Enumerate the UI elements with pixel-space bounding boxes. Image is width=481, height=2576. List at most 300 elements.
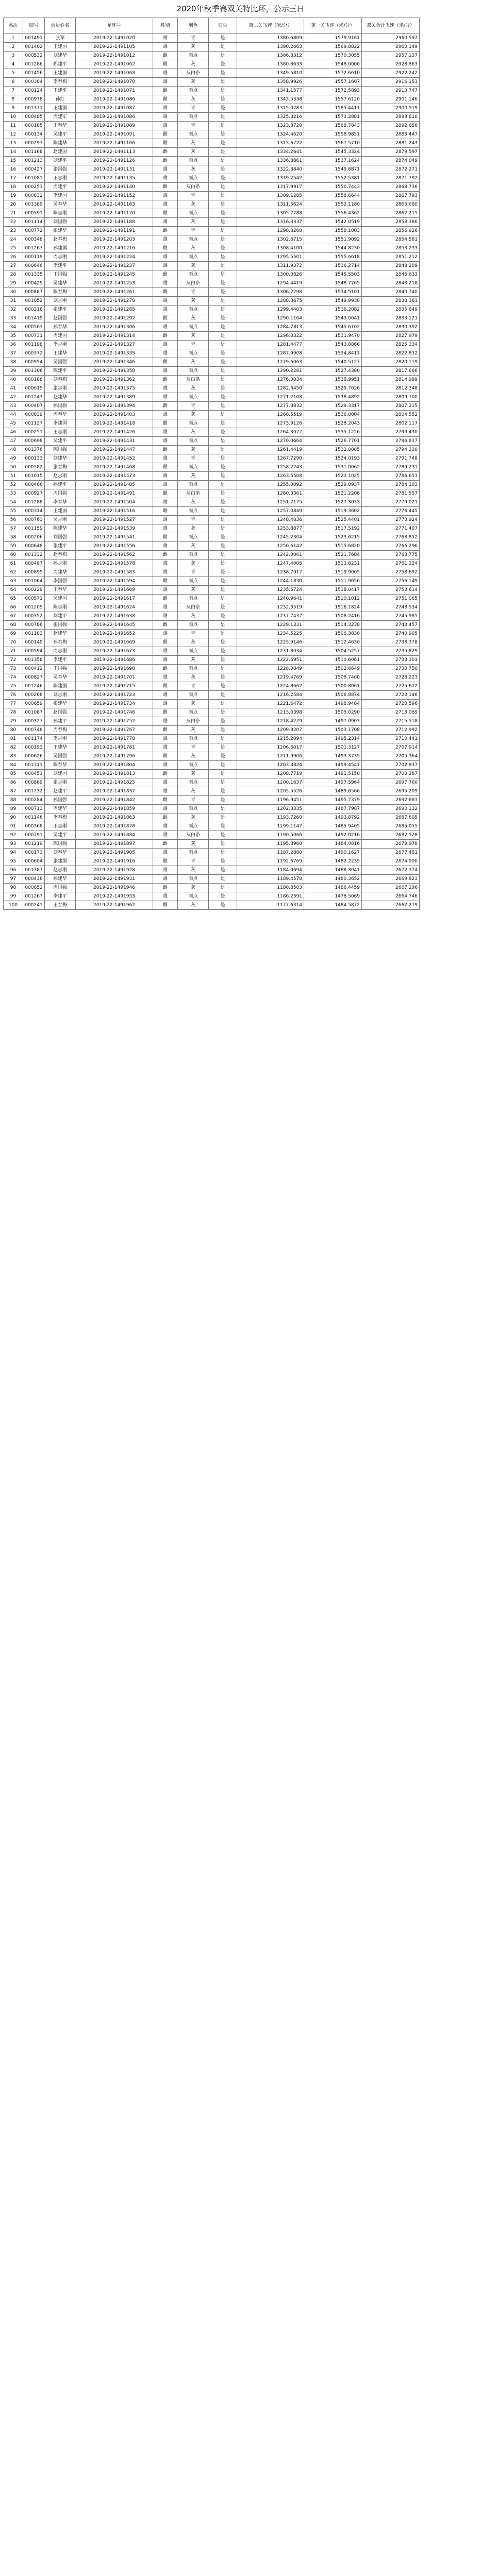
cell-foot-number: 001387 (23, 866, 45, 875)
table-row (4, 69, 478, 78)
cell-speed-1: 1545.6102 (304, 323, 362, 332)
cell-sex: 雄 (153, 656, 178, 665)
cell-speed-2: 1299.4403 (237, 306, 304, 314)
cell-ring-number: 2019-22-1491191 (76, 227, 153, 235)
cell-sex: 雌 (153, 577, 178, 586)
cell-sex: 雌 (153, 148, 178, 157)
cell-total: 2858.386 (362, 218, 420, 227)
cell-member-name: 陈建华 (45, 139, 76, 148)
cell-speed-1: 1480.3652 (304, 875, 362, 884)
cell-ring-number: 2019-22-1491842 (76, 796, 153, 805)
cell-speed-1: 1519.3602 (304, 507, 362, 516)
cell-color: 雨点 (178, 761, 209, 770)
cell-total: 2881.243 (362, 139, 420, 148)
cell-rank: 41 (4, 384, 23, 393)
cell-total: 2898.610 (362, 113, 420, 122)
cell-rank: 93 (4, 840, 23, 849)
cell-color: 青 (178, 857, 209, 866)
cell-homing: 是 (209, 796, 237, 805)
cell-total: 2725.672 (362, 682, 420, 691)
cell-total: 2710.441 (362, 735, 420, 743)
cell-color: 雨点 (178, 174, 209, 183)
cell-member-name: 赵建国 (45, 148, 76, 157)
cell-member-name: 刘建国 (45, 770, 76, 778)
cell-ring-number: 2019-22-1491837 (76, 787, 153, 796)
cell-speed-2: 1238.7917 (237, 568, 304, 577)
cell-speed-1: 1572.5893 (304, 87, 362, 95)
table-row (4, 288, 478, 297)
table-row (4, 437, 478, 446)
cell-homing: 是 (209, 761, 237, 770)
cell-foot-number: 001015 (23, 472, 45, 481)
cell-rank: 19 (4, 192, 23, 200)
cell-color: 灰 (178, 673, 209, 682)
table-row (4, 454, 478, 463)
cell-member-name: 赵国强 (45, 314, 76, 323)
cell-foot-number: 001267 (23, 892, 45, 901)
cell-speed-1: 1485.9405 (304, 822, 362, 831)
cell-homing: 是 (209, 735, 237, 743)
cell-total: 2791.748 (362, 454, 420, 463)
cell-rank: 1 (4, 34, 23, 43)
cell-rank: 4 (4, 60, 23, 69)
cell-rank: 55 (4, 507, 23, 516)
cell-color: 灰 (178, 840, 209, 849)
cell-rank: 89 (4, 805, 23, 814)
cell-member-name: 吴春华 (45, 673, 76, 682)
cell-member-name: 周国强 (45, 884, 76, 892)
cell-member-name: 陈建平 (45, 367, 76, 376)
cell-homing: 是 (209, 279, 237, 288)
cell-color: 雨点 (178, 270, 209, 279)
cell-color: 灰 (178, 244, 209, 253)
header-row (4, 18, 478, 34)
cell-total: 2738.378 (362, 638, 420, 647)
cell-member-name: 孙红 (45, 95, 76, 104)
cell-homing: 是 (209, 691, 237, 700)
cell-rank: 56 (4, 516, 23, 524)
table-row (4, 796, 478, 805)
cell-speed-2: 1290.2281 (237, 367, 304, 376)
cell-homing: 是 (209, 332, 237, 341)
cell-sex: 雌 (153, 95, 178, 104)
cell-member-name: 孙建华 (45, 875, 76, 884)
cell-rank: 21 (4, 209, 23, 218)
cell-sex: 雄 (153, 104, 178, 113)
cell-total: 2838.361 (362, 297, 420, 306)
cell-speed-1: 1524.0193 (304, 454, 362, 463)
cell-speed-1: 1543.0041 (304, 314, 362, 323)
cell-ring-number: 2019-22-1491863 (76, 814, 153, 822)
table-row (4, 884, 478, 892)
table-row (4, 612, 478, 621)
cell-speed-1: 1501.3127 (304, 743, 362, 752)
cell-color: 雨点 (178, 87, 209, 95)
table-row (4, 113, 478, 122)
cell-speed-2: 1324.4620 (237, 130, 304, 139)
table-row (4, 778, 478, 787)
cell-speed-1: 1544.8230 (304, 244, 362, 253)
cell-member-name: 王志刚 (45, 428, 76, 437)
cell-speed-1: 1519.9005 (304, 568, 362, 577)
cell-total: 2781.557 (362, 489, 420, 498)
table-row (4, 481, 478, 489)
cell-color: 雨点 (178, 235, 209, 244)
cell-foot-number: 000284 (23, 796, 45, 805)
cell-total: 2802.117 (362, 419, 420, 428)
cell-homing: 是 (209, 822, 237, 831)
cell-ring-number: 2019-22-1491698 (76, 665, 153, 673)
cell-color: 灰 (178, 148, 209, 157)
cell-rank: 32 (4, 306, 23, 314)
table-row (4, 262, 478, 270)
cell-homing: 是 (209, 603, 237, 612)
cell-ring-number: 2019-22-1491701 (76, 673, 153, 682)
table-row (4, 805, 478, 814)
cell-ring-number: 2019-22-1491237 (76, 262, 153, 270)
cell-homing: 是 (209, 849, 237, 857)
cell-member-name: 赵建平 (45, 787, 76, 796)
cell-ring-number: 2019-22-1491403 (76, 411, 153, 419)
cell-speed-2: 1323.8720 (237, 122, 304, 130)
cell-rank: 87 (4, 787, 23, 796)
cell-foot-number: 001332 (23, 551, 45, 560)
cell-total: 2733.301 (362, 656, 420, 665)
cell-speed-1: 1495.7379 (304, 796, 362, 805)
cell-rank: 22 (4, 218, 23, 227)
cell-color: 灰 (178, 262, 209, 270)
cell-sex: 雄 (153, 787, 178, 796)
cell-speed-2: 1235.5724 (237, 586, 304, 595)
cell-member-name: 李建国 (45, 192, 76, 200)
cell-sex: 雄 (153, 778, 178, 787)
cell-homing: 是 (209, 200, 237, 209)
cell-member-name: 刘志刚 (45, 691, 76, 700)
cell-member-name: 张建平 (45, 306, 76, 314)
table-row (4, 314, 478, 323)
cell-speed-1: 1556.4362 (304, 209, 362, 218)
cell-color: 雨点 (178, 577, 209, 586)
cell-rank: 30 (4, 288, 23, 297)
cell-foot-number: 001174 (23, 735, 45, 743)
cell-speed-1: 1503.1708 (304, 726, 362, 735)
cell-ring-number: 2019-22-1491562 (76, 551, 153, 560)
cell-foot-number: 001183 (23, 630, 45, 638)
cell-rank: 52 (4, 481, 23, 489)
cell-total: 2667.296 (362, 884, 420, 892)
cell-speed-2: 1232.3519 (237, 603, 304, 612)
cell-speed-1: 1531.9470 (304, 332, 362, 341)
cell-member-name: 陈春华 (45, 761, 76, 770)
table-row (4, 857, 478, 866)
cell-color: 雨点 (178, 551, 209, 560)
cell-rank: 38 (4, 358, 23, 367)
cell-foot-number: 000133 (23, 454, 45, 463)
cell-ring-number: 2019-22-1491767 (76, 726, 153, 735)
cell-speed-1: 1543.8866 (304, 341, 362, 349)
cell-speed-2: 1281.4477 (237, 341, 304, 349)
cell-ring-number: 2019-22-1491163 (76, 200, 153, 209)
cell-sex: 雄 (153, 866, 178, 875)
cell-speed-2: 1250.6142 (237, 542, 304, 551)
cell-sex: 雄 (153, 735, 178, 743)
cell-total: 2863.680 (362, 200, 420, 209)
cell-sex: 雄 (153, 349, 178, 358)
cell-rank: 74 (4, 673, 23, 682)
cell-speed-1: 1540.5127 (304, 358, 362, 367)
cell-sex: 雄 (153, 218, 178, 227)
table-row (4, 139, 478, 148)
cell-member-name: 王建华 (45, 743, 76, 752)
cell-member-name: 李建平 (45, 656, 76, 665)
cell-foot-number: 001306 (23, 367, 45, 376)
cell-color: 青 (178, 743, 209, 752)
cell-ring-number: 2019-22-1491962 (76, 901, 153, 910)
cell-member-name: 周国强 (45, 489, 76, 498)
cell-foot-number: 000352 (23, 612, 45, 621)
cell-ring-number: 2019-22-1491216 (76, 244, 153, 253)
cell-rank: 65 (4, 595, 23, 603)
cell-homing: 是 (209, 805, 237, 814)
cell-member-name: 吴国强 (45, 358, 76, 367)
table-row (4, 849, 478, 857)
cell-speed-1: 1535.1226 (304, 428, 362, 437)
cell-foot-number: 001402 (23, 43, 45, 52)
cell-total: 2677.451 (362, 849, 420, 857)
cell-sex: 雄 (153, 165, 178, 174)
cell-foot-number: 000297 (23, 139, 45, 148)
cell-total: 2695.209 (362, 787, 420, 796)
cell-rank: 67 (4, 612, 23, 621)
cell-speed-2: 1221.6472 (237, 700, 304, 708)
cell-homing: 是 (209, 708, 237, 717)
cell-total: 2748.534 (362, 603, 420, 612)
cell-member-name: 刘建华 (45, 454, 76, 463)
cell-foot-number: 000563 (23, 323, 45, 332)
cell-foot-number: 000791 (23, 831, 45, 840)
cell-foot-number: 000887 (23, 288, 45, 297)
cell-homing: 是 (209, 840, 237, 849)
cell-homing: 是 (209, 218, 237, 227)
cell-color: 灰白条 (178, 717, 209, 726)
cell-total: 2814.999 (362, 376, 420, 384)
cell-sex: 雄 (153, 743, 178, 752)
table-row (4, 691, 478, 700)
table-row (4, 814, 478, 822)
cell-member-name: 赵建华 (45, 393, 76, 402)
table-row (4, 840, 478, 849)
cell-sex: 雄 (153, 849, 178, 857)
cell-speed-1: 1534.8411 (304, 349, 362, 358)
cell-ring-number: 2019-22-1491752 (76, 717, 153, 726)
cell-color: 灰 (178, 200, 209, 209)
cell-sex: 雌 (153, 884, 178, 892)
cell-homing: 是 (209, 148, 237, 157)
table-row (4, 717, 478, 726)
header-homing: 归巢 (209, 18, 237, 34)
cell-sex: 雄 (153, 612, 178, 621)
cell-homing: 是 (209, 104, 237, 113)
cell-total: 2825.334 (362, 341, 420, 349)
cell-speed-1: 1515.6820 (304, 542, 362, 551)
cell-homing: 是 (209, 376, 237, 384)
cell-sex: 雌 (153, 708, 178, 717)
cell-rank: 24 (4, 235, 23, 244)
cell-total: 2843.218 (362, 279, 420, 288)
cell-member-name: 周志刚 (45, 647, 76, 656)
cell-ring-number: 2019-22-1491135 (76, 174, 153, 183)
cell-member-name: 张春梅 (45, 463, 76, 472)
cell-sex: 雌 (153, 463, 178, 472)
cell-rank: 86 (4, 778, 23, 787)
cell-member-name: 孙建平 (45, 481, 76, 489)
cell-speed-2: 1244.1830 (237, 577, 304, 586)
cell-homing: 是 (209, 183, 237, 192)
cell-homing: 是 (209, 507, 237, 516)
cell-homing: 是 (209, 560, 237, 568)
cell-member-name: 李国强 (45, 577, 76, 586)
cell-member-name: 郑建平 (45, 60, 76, 69)
cell-homing: 是 (209, 752, 237, 761)
cell-sex: 雌 (153, 840, 178, 849)
cell-ring-number: 2019-22-1491020 (76, 34, 153, 43)
cell-ring-number: 2019-22-1491126 (76, 157, 153, 165)
cell-homing: 是 (209, 411, 237, 419)
cell-rank: 39 (4, 367, 23, 376)
table-row (4, 708, 478, 717)
cell-homing: 是 (209, 568, 237, 577)
cell-speed-2: 1187.2880 (237, 849, 304, 857)
cell-color: 灰 (178, 752, 209, 761)
cell-total: 2672.374 (362, 866, 420, 875)
cell-rank: 12 (4, 130, 23, 139)
cell-speed-2: 1208.7719 (237, 770, 304, 778)
cell-member-name: 吴国强 (45, 752, 76, 761)
cell-color: 雨点 (178, 253, 209, 262)
cell-homing: 是 (209, 673, 237, 682)
cell-speed-2: 1296.0322 (237, 332, 304, 341)
cell-rank: 6 (4, 78, 23, 87)
cell-sex: 雌 (153, 402, 178, 411)
cell-homing: 是 (209, 87, 237, 95)
cell-speed-2: 1290.1164 (237, 314, 304, 323)
cell-color: 青 (178, 341, 209, 349)
cell-member-name: 孙国强 (45, 796, 76, 805)
cell-member-name: 陈志刚 (45, 603, 76, 612)
cell-ring-number: 2019-22-1491071 (76, 87, 153, 95)
cell-foot-number: 001064 (23, 577, 45, 586)
header-sex: 性别 (153, 18, 178, 34)
cell-color: 灰白条 (178, 831, 209, 840)
cell-total: 2679.978 (362, 840, 420, 849)
cell-speed-2: 1308.4100 (237, 244, 304, 253)
cell-foot-number: 000251 (23, 428, 45, 437)
cell-foot-number: 001371 (23, 104, 45, 113)
cell-member-name: 周建华 (45, 805, 76, 814)
cell-rank: 9 (4, 104, 23, 113)
cell-rank: 77 (4, 700, 23, 708)
cell-ring-number: 2019-22-1491652 (76, 630, 153, 638)
cell-homing: 是 (209, 489, 237, 498)
cell-speed-2: 1284.7813 (237, 323, 304, 332)
cell-speed-2: 1336.8861 (237, 157, 304, 165)
cell-speed-1: 1570.3055 (304, 52, 362, 60)
cell-speed-1: 1568.7843 (304, 122, 362, 130)
cell-sex: 雄 (153, 498, 178, 507)
cell-rank: 76 (4, 691, 23, 700)
cell-speed-1: 1486.4459 (304, 884, 362, 892)
cell-speed-2: 1216.2584 (237, 691, 304, 700)
cell-color: 雨点 (178, 113, 209, 122)
cell-sex: 雌 (153, 60, 178, 69)
cell-ring-number: 2019-22-1491086 (76, 95, 153, 104)
cell-speed-1: 1510.6061 (304, 656, 362, 665)
table-row (4, 218, 478, 227)
cell-homing: 是 (209, 892, 237, 901)
table-row (4, 323, 478, 332)
cell-homing: 是 (209, 481, 237, 489)
cell-rank: 63 (4, 577, 23, 586)
cell-ring-number: 2019-22-1491473 (76, 472, 153, 481)
cell-rank: 60 (4, 551, 23, 560)
cell-ring-number: 2019-22-1491804 (76, 761, 153, 770)
cell-total: 2751.065 (362, 595, 420, 603)
cell-rank: 95 (4, 857, 23, 866)
cell-total: 2848.209 (362, 262, 420, 270)
cell-ring-number: 2019-22-1491617 (76, 595, 153, 603)
cell-speed-2: 1305.7788 (237, 209, 304, 218)
cell-ring-number: 2019-22-1491583 (76, 568, 153, 577)
cell-speed-2: 1261.4419 (237, 446, 304, 454)
cell-member-name: 周春梅 (45, 726, 76, 735)
cell-ring-number: 2019-22-1491673 (76, 647, 153, 656)
cell-total: 2705.364 (362, 752, 420, 761)
cell-rank: 48 (4, 446, 23, 454)
table-row (4, 489, 478, 498)
cell-color: 雨点 (178, 595, 209, 603)
cell-foot-number: 000748 (23, 726, 45, 735)
cell-homing: 是 (209, 612, 237, 621)
cell-member-name: 李建平 (45, 262, 76, 270)
cell-homing: 是 (209, 244, 237, 253)
cell-speed-2: 1273.9126 (237, 419, 304, 428)
cell-sex: 雌 (153, 270, 178, 279)
cell-rank: 57 (4, 524, 23, 533)
cell-foot-number: 000659 (23, 700, 45, 708)
cell-foot-number: 001288 (23, 498, 45, 507)
cell-speed-2: 1218.4279 (237, 717, 304, 726)
cell-sex: 雄 (153, 200, 178, 209)
cell-speed-2: 1202.3335 (237, 805, 304, 814)
cell-color: 灰 (178, 770, 209, 778)
cell-total: 2901.146 (362, 95, 420, 104)
cell-rank: 98 (4, 884, 23, 892)
cell-foot-number: 001232 (23, 787, 45, 796)
cell-sex: 雄 (153, 472, 178, 481)
cell-speed-1: 1521.2208 (304, 489, 362, 498)
cell-speed-1: 1484.5872 (304, 901, 362, 910)
cell-member-name: 周建平 (45, 183, 76, 192)
cell-foot-number: 000134 (23, 130, 45, 139)
cell-rank: 82 (4, 743, 23, 752)
cell-homing: 是 (209, 165, 237, 174)
cell-sex: 雌 (153, 446, 178, 454)
cell-foot-number: 000571 (23, 595, 45, 603)
cell-member-name: 吴建华 (45, 279, 76, 288)
cell-sex: 雌 (153, 726, 178, 735)
cell-foot-number: 001205 (23, 603, 45, 612)
cell-ring-number: 2019-22-1491306 (76, 323, 153, 332)
